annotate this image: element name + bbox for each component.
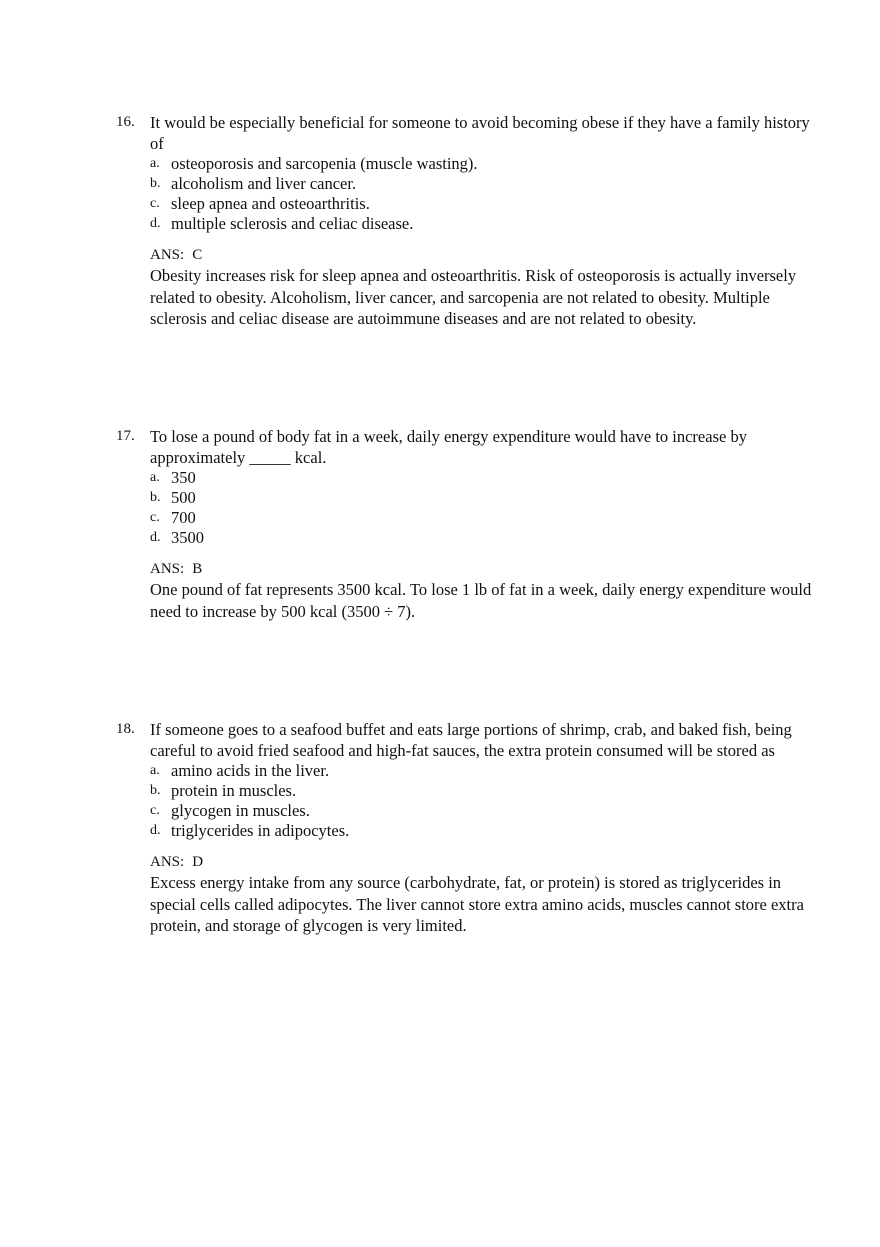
- answer-explanation: One pound of fat represents 3500 kcal. To lose 1 lb of fat in a week, daily energy expenditure would need to increase by 500 kcal (3500 ÷ 7).: [150, 580, 812, 621]
- question-18: [116, 719, 816, 937]
- question-number: 18.: [116, 721, 135, 737]
- answer-line: [150, 852, 816, 872]
- option-a: [150, 468, 816, 488]
- option-text: protein in muscles.: [171, 781, 297, 800]
- question-16: [116, 112, 816, 330]
- option-letter: d.: [150, 530, 161, 545]
- option-letter: b.: [150, 783, 161, 798]
- answer-block: [150, 852, 816, 937]
- question-text: If someone goes to a seafood buffet and eats large portions of shrimp, crab, and baked fish, being careful to avoid fried seafood and high-fat sauces, the extra protein consumed will be stored as: [150, 720, 792, 760]
- option-text: 500: [171, 488, 196, 507]
- option-d: [150, 214, 816, 234]
- option-text: triglycerides in adipocytes.: [171, 821, 350, 840]
- option-letter: b.: [150, 490, 161, 505]
- answer-label: ANS:: [150, 561, 185, 577]
- option-letter: d.: [150, 216, 161, 231]
- option-text: multiple sclerosis and celiac disease.: [171, 214, 414, 233]
- option-list: [116, 761, 816, 841]
- option-text: alcoholism and liver cancer.: [171, 174, 357, 193]
- question-text: To lose a pound of body fat in a week, daily energy expenditure would have to increase by approximately _____ kcal.: [150, 427, 747, 467]
- option-list: [116, 468, 816, 548]
- option-d: [150, 821, 816, 841]
- answer-line: [150, 245, 816, 265]
- answer-block: [150, 559, 816, 622]
- option-b: [150, 174, 816, 194]
- question-stem: [116, 112, 816, 154]
- option-letter: a.: [150, 156, 160, 171]
- option-text: 700: [171, 508, 196, 527]
- option-text: glycogen in muscles.: [171, 801, 310, 820]
- option-b: [150, 781, 816, 801]
- option-a: [150, 761, 816, 781]
- answer-value: D: [192, 854, 204, 870]
- answer-value: B: [192, 561, 203, 577]
- option-b: [150, 488, 816, 508]
- answer-explanation: Obesity increases risk for sleep apnea and osteoarthritis. Risk of osteoporosis is actually inversely related to obesity. Alcoholism, liver cancer, and sarcopenia are not related to obesity. Multiple sclerosis and celiac disease are autoimmune diseases and are not related to obesity.: [150, 266, 797, 328]
- option-text: sleep apnea and osteoarthritis.: [171, 194, 370, 213]
- option-text: amino acids in the liver.: [171, 761, 330, 780]
- option-list: [116, 154, 816, 234]
- option-letter: a.: [150, 470, 160, 485]
- question-stem: [116, 719, 816, 761]
- option-letter: c.: [150, 196, 160, 211]
- question-number: 17.: [116, 428, 135, 444]
- option-text: 350: [171, 468, 196, 487]
- question-number: 16.: [116, 114, 135, 130]
- option-a: [150, 154, 816, 174]
- option-c: [150, 194, 816, 214]
- question-stem: [116, 426, 816, 468]
- option-letter: c.: [150, 510, 160, 525]
- question-text: It would be especially beneficial for someone to avoid becoming obese if they have a family history of: [150, 113, 810, 153]
- option-text: 3500: [171, 528, 204, 547]
- answer-line: [150, 559, 816, 579]
- option-c: [150, 801, 816, 821]
- option-text: osteoporosis and sarcopenia (muscle wasting).: [171, 154, 478, 173]
- option-letter: c.: [150, 803, 160, 818]
- option-c: [150, 508, 816, 528]
- answer-block: [150, 245, 816, 330]
- answer-label: ANS:: [150, 854, 185, 870]
- answer-value: C: [192, 247, 203, 263]
- option-letter: d.: [150, 823, 161, 838]
- option-d: [150, 528, 816, 548]
- answer-label: ANS:: [150, 247, 185, 263]
- question-17: [116, 426, 816, 622]
- option-letter: a.: [150, 763, 160, 778]
- answer-explanation: Excess energy intake from any source (carbohydrate, fat, or protein) is stored as triglycerides in special cells called adipocytes. The liver cannot store extra amino acids, muscles cannot store extra protein, and storage of glycogen is very limited.: [150, 873, 804, 935]
- option-letter: b.: [150, 176, 161, 191]
